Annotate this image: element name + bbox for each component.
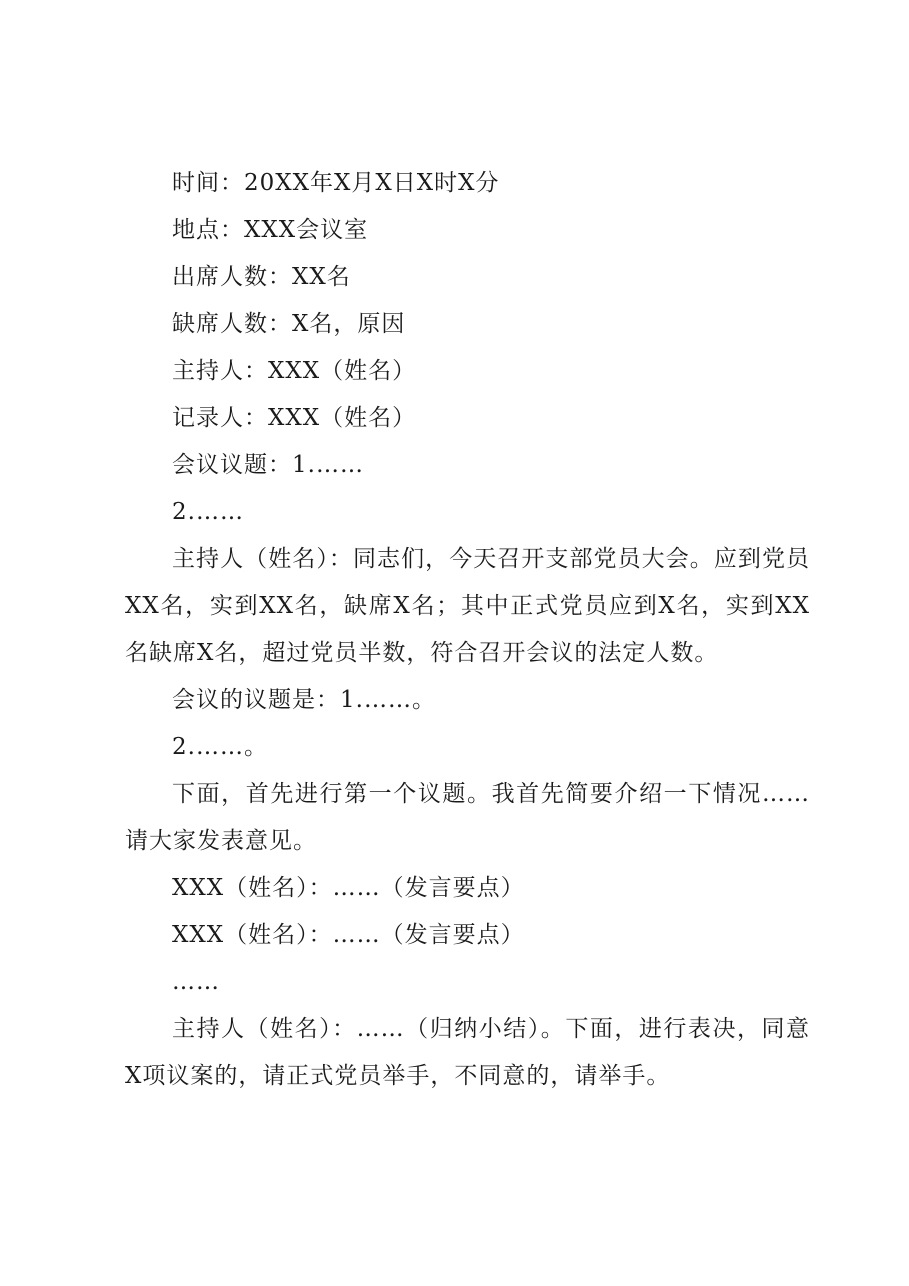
host-vote-paragraph: 主持人（姓名）：……（归纳小结）。下面，进行表决，同意X项议案的，请正式党员举手，不同意的，请举手。	[125, 1016, 810, 1089]
document-body	[125, 160, 810, 1100]
topics-item-1: 会议的议题是：1.……。	[172, 687, 436, 713]
topics-item-2: 2.……。	[172, 734, 268, 760]
meeting-location: 地点：XXX会议室	[172, 217, 369, 243]
meeting-host: 主持人：XXX（姓名）	[172, 358, 417, 384]
first-topic-paragraph: 下面，首先进行第一个议题。我首先简要介绍一下情况……请大家发表意见。	[125, 781, 810, 854]
speaker-ellipsis: ……	[172, 969, 220, 995]
speaker-remark-1: XXX（姓名）：……（发言要点）	[172, 875, 525, 901]
agenda-item-2: 2.……	[172, 499, 244, 525]
attendee-count: 出席人数：XX名	[172, 264, 351, 290]
speaker-remark-2: XXX（姓名）：……（发言要点）	[172, 922, 525, 948]
host-opening-paragraph: 主持人（姓名）：同志们，今天召开支部党员大会。应到党员XX名，实到XX名，缺席X名；其中正式党员应到X名，实到XX名缺席X名，超过党员半数，符合召开会议的法定人数。	[125, 546, 810, 666]
absentee-count: 缺席人数：X名，原因	[172, 311, 406, 337]
agenda-item-1: 会议议题：1.……	[172, 452, 364, 478]
meeting-recorder: 记录人：XXX（姓名）	[172, 405, 417, 431]
meeting-time: 时间：20XX年X月X日X时X分	[172, 170, 500, 196]
